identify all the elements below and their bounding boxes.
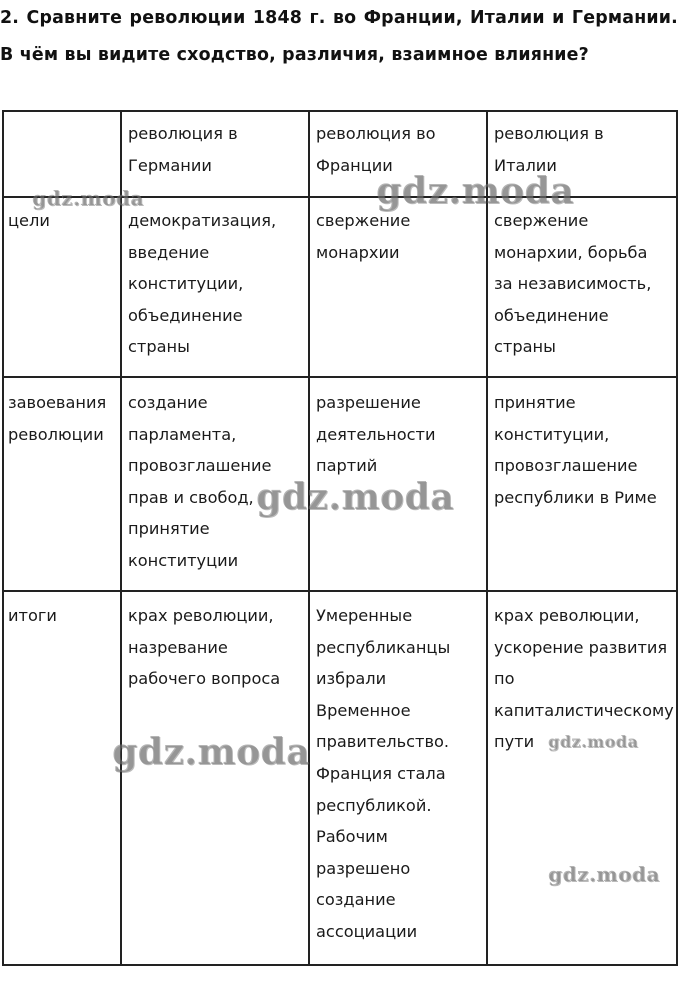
achievements-germany: создание парламента, провозглашение прав и свобод, принятие конституции xyxy=(128,393,272,570)
header-france: революция во Франции xyxy=(316,124,436,175)
table-border-left xyxy=(2,110,4,966)
header-italy: революция в Италии xyxy=(494,124,604,175)
watermark: gdz.moda xyxy=(256,476,454,518)
goals-germany: демократизация, введение конституции, объединение страны xyxy=(128,211,277,357)
table-divider-col-1 xyxy=(120,110,122,966)
table-divider-row-2 xyxy=(2,376,678,378)
goals-italy: свержение монархии, борьба за независимость, объединение страны xyxy=(494,211,652,357)
table-border-right xyxy=(676,110,678,966)
row-label-results: итоги xyxy=(8,606,57,625)
results-italy: крах революции, ускорение развития по капиталистическому пути xyxy=(494,606,674,752)
table-divider-col-3 xyxy=(486,110,488,966)
row-label-goals: цели xyxy=(8,211,50,230)
table-border-top xyxy=(2,110,678,112)
comparison-table xyxy=(0,110,678,966)
watermark: gdz.moda xyxy=(32,186,144,210)
goals-france: свержение монархии xyxy=(316,211,411,262)
watermark: gdz.moda xyxy=(376,170,574,212)
watermark: gdz.moda xyxy=(548,732,639,751)
table-divider-row-3 xyxy=(2,590,678,592)
achievements-france: разрешение деятельности партий xyxy=(316,393,436,476)
header-germany: революция в Германии xyxy=(128,124,238,175)
achievements-italy: принятие конституции, провозглашение республики в Риме xyxy=(494,393,657,507)
table-border-bottom xyxy=(2,964,678,966)
table-divider-col-2 xyxy=(308,110,310,966)
results-germany: крах революции, назревание рабочего вопроса xyxy=(128,606,281,689)
watermark: gdz.moda xyxy=(548,862,660,886)
question-text: 2. Сравните революции 1848 г. во Франции, Италии и Германии. В чём вы видите сходство, различия, взаимное влияние? xyxy=(0,8,678,65)
watermark: gdz.moda xyxy=(112,731,310,773)
results-france: Умеренные республиканцы избрали Временное правительство. Франция стала республикой. Рабочим разрешено создание ассоциации xyxy=(316,606,451,941)
row-label-achievements: завоевания революции xyxy=(8,393,107,444)
